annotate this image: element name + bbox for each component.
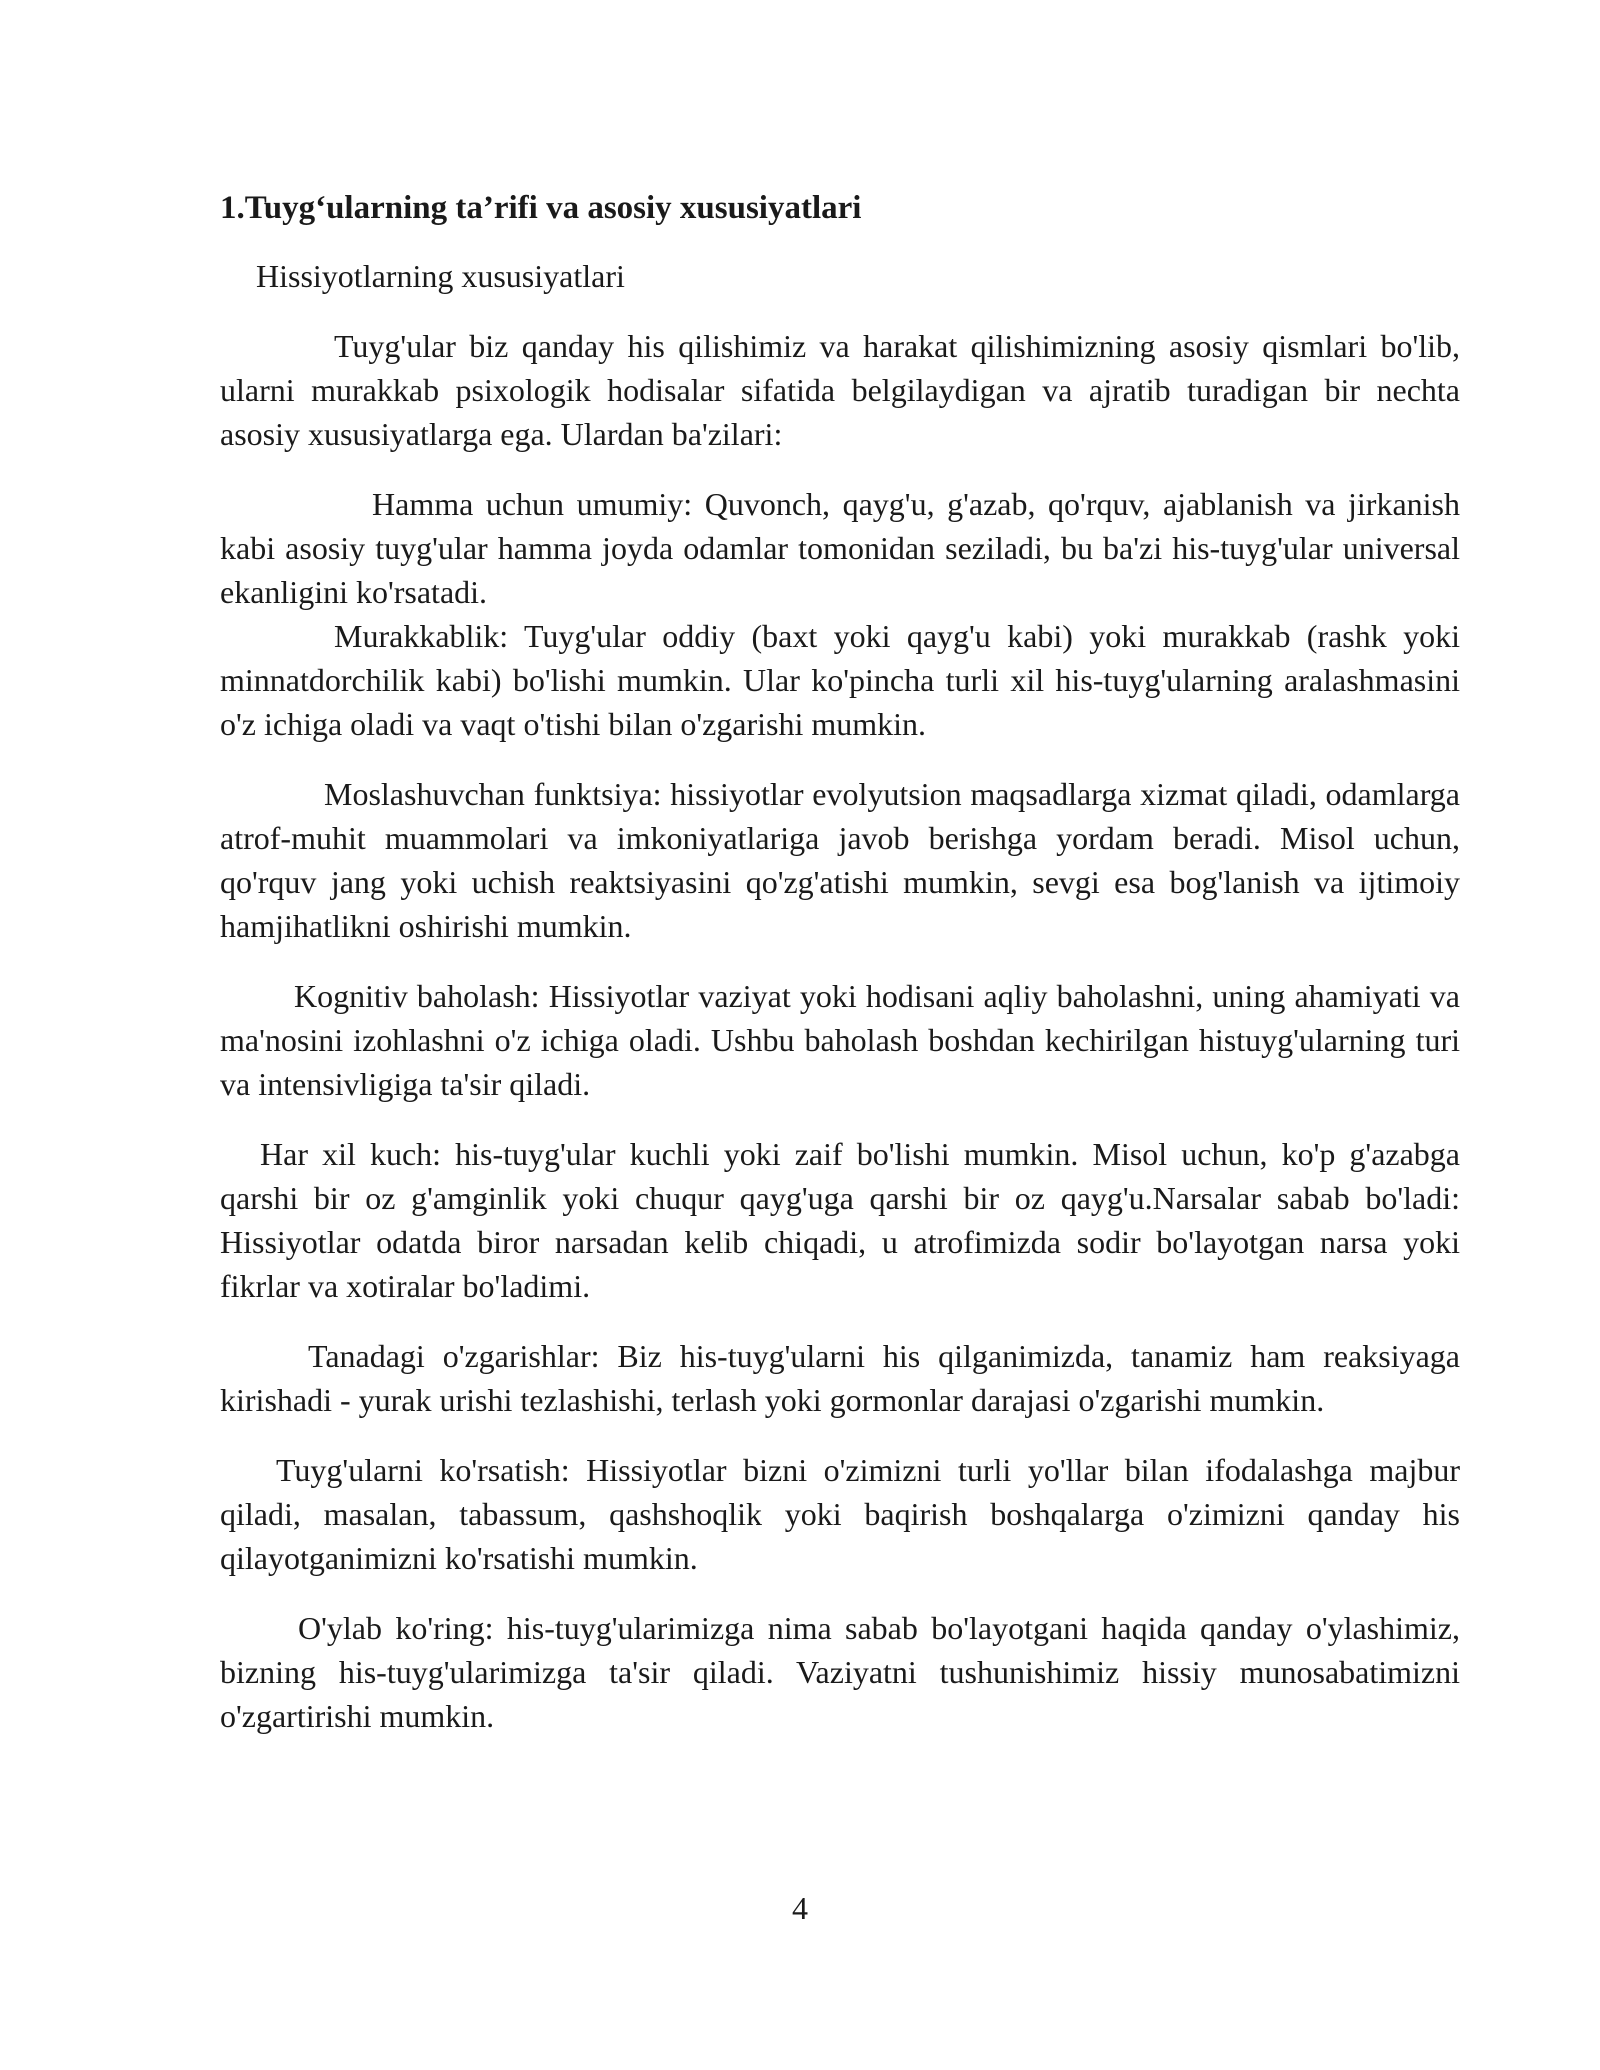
paragraph-varying-intensity: Har xil kuch: his-tuyg'ular kuchli yoki zaif bo'lishi mumkin. Misol uchun, ko'p g'azabga qarshi bir oz g'amginlik yoki chuqur qayg'uga qarshi bir oz qayg'u.Narsalar sabab bo'ladi: Hissiyotlar odatda biror narsadan kelib chiqadi, u atrofimizda sodir bo'layotgan narsa yoki fikrlar va xotiralar bo'ladimi. [220, 1136, 1460, 1304]
paragraph-complexity: Murakkablik: Tuyg'ular oddiy (baxt yoki qayg'u kabi) yoki murakkab (rashk yoki minnatdorchilik kabi) bo'lishi mumkin. Ular ko'pincha turli xil his-tuyg'ularning aralashmasini o'z ichiga oladi va vaqt o'tishi bilan o'zgarishi mumkin. [220, 618, 1460, 742]
paragraph-intro: Tuyg'ular biz qanday his qilishimiz va harakat qilishimizning asosiy qismlari bo'lib, ularni murakkab psixologik hodisalar sifatida belgilaydigan va ajratib turadigan bir nechta asosiy xususiyatlarga ega. Ulardan ba'zilari: [220, 328, 1460, 452]
section-heading: 1.Tuyg‘ularning ta’rifi va asosiy xususiyatlari [220, 190, 862, 226]
paragraph-bodily-changes: Tanadagi o'zgarishlar: Biz his-tuyg'ularni his qilganimizda, tanamiz ham reaksiyaga kirishadi - yurak urishi tezlashishi, terlash yoki gormonlar darajasi o'zgarishi mumkin. [220, 1338, 1460, 1418]
section-subheading: Hissiyotlarning xususiyatlari [256, 258, 625, 294]
paragraph-expression: Tuyg'ularni ko'rsatish: Hissiyotlar bizni o'zimizni turli yo'llar bilan ifodalashga majbur qiladi, masalan, tabassum, qashshoqlik yoki baqirish boshqalarga o'zimizni qanday his qilayotganimizni ko'rsatishi mumkin. [220, 1452, 1460, 1576]
paragraph-thinking: O'ylab ko'ring: his-tuyg'ularimizga nima sabab bo'layotgani haqida qanday o'ylashimiz, bizning his-tuyg'ularimizga ta'sir qiladi. Vaziyatni tushunishimiz hissiy munosabatimizni o'zgartirishi mumkin. [220, 1610, 1460, 1734]
page-content [220, 186, 1460, 1738]
paragraph-cognitive-appraisal: Kognitiv baholash: Hissiyotlar vaziyat yoki hodisani aqliy baholashni, uning ahamiyati va ma'nosini izohlashni o'z ichiga oladi. Ushbu baholash boshdan kechirilgan histuyg'ularning turi va intensivligiga ta'sir qiladi. [220, 978, 1460, 1102]
paragraph-universality: Hamma uchun umumiy: Quvonch, qayg'u, g'azab, qo'rquv, ajablanish va jirkanish kabi asosiy tuyg'ular hamma joyda odamlar tomonidan seziladi, bu ba'zi his-tuyg'ular universal ekanligini ko'rsatadi. [220, 486, 1460, 610]
page-number: 4 [792, 1890, 808, 1926]
paragraph-adaptive-function: Moslashuvchan funktsiya: hissiyotlar evolyutsion maqsadlarga xizmat qiladi, odamlarga atrof-muhit muammolari va imkoniyatlariga javob berishga yordam beradi. Misol uchun, qo'rquv jang yoki uchish reaktsiyasini qo'zg'atishi mumkin, sevgi esa bog'lanish va ijtimoiy hamjihatlikni oshirishi mumkin. [220, 776, 1460, 944]
